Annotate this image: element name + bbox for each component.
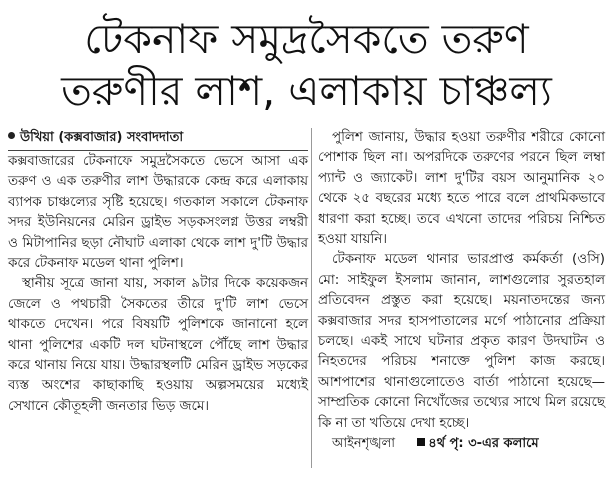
square-bullet-icon <box>417 438 425 446</box>
article-column-left <box>8 128 308 417</box>
headline-line-1: টেকনাফ সমুদ্রসৈকতে তরুণ <box>84 15 529 63</box>
paragraph-3: পুলিশ জানায়, উদ্ধার হওয়া তরুণীর শরীরে কোনো পোশাক ছিল না। অপরদিকে তরুণের পরনে ছিল লম্বা প্যান্ট ও জ্যাকেট। লাশ দু'টির বয়স আনুমানিক ২০ থেকে ২৫ বছরের মধ্যে হতে পারে বলে প্রাথমিকভাবে ধারণা করা হচ্ছে। তবে এখনো তাদের পরিচয় নিশ্চিত হওয়া যায়নি। <box>318 130 605 248</box>
paragraph-2: স্থানীয় সূত্রে জানা যায়, সকাল ৯টার দিকে কয়েকজন জেলে ও পথচারী সৈকতের তীরে দু'টি লাশ ভেসে থাকতে দেখেন। পরে বিষয়টি পুলিশকে জানানো হলে থানা পুলিশের একটি দল ঘটনাস্থলে পৌঁছে লাশ উদ্ধার করে থানায় নিয়ে যায়। উদ্ধারস্থলটি মেরিন ড্রাইভ সড়কের ব্যস্ত অংশের কাছাকাছি হওয়ায় অল্পসময়ের মধ্যেই সেখানে কৌতূহলী জনতার ভিড় জমে। <box>8 276 308 414</box>
column-divider <box>311 128 312 468</box>
byline <box>8 128 308 148</box>
byline-text: উখিয়া (কক্সবাজার) সংবাদদাতা <box>20 130 184 145</box>
bullet-icon <box>8 132 15 139</box>
byline-rule <box>8 150 308 151</box>
article-column-right <box>318 128 605 454</box>
continuation-line <box>318 434 605 454</box>
paragraph-1: কক্সবাজারের টেকনাফে সমুদ্রসৈকতে ভেসে আসা এক তরুণ ও এক তরুণীর লাশ উদ্ধারকে কেন্দ্র করে এলাকায় ব্যাপক চাঞ্চল্যের সৃষ্টি হয়েছে। গতকাল সকালে টেকনাফ সদর ইউনিয়নের মেরিন ড্রাইভ সড়কসংলগ্ন উত্তর লম্বরী ও মিটাপানির ছড়া নৌঘাট এলাকা থেকে লাশ দু'টি উদ্ধার করে টেকনাফ মডেল থানা পুলিশ। <box>8 154 308 272</box>
paragraph-4: টেকনাফ মডেল থানার ভারপ্রাপ্ত কর্মকর্তা (ওসি) মো: সাইফুল ইসলাম জানান, লাশগুলোর সুরতহাল প্রতিবেদন প্রস্তুত করা হয়েছে। ময়নাতদন্তের জন্য কক্সবাজার সদর হাসপাতালের মর্গে পাঠানোর প্রক্রিয়া চলছে। একই সাথে ঘটনার প্রকৃত কারণ উদঘাটন ও নিহতদের পরিচয় শনাক্তে পুলিশ কাজ করছে। আশপাশের থানাগুলোতেও বার্তা পাঠানো হয়েছে— সাম্প্রতিক কোনো নিখোঁজের তথ্যের সাথে মিল রয়েছে কি না তা খতিয়ে দেখা হচ্ছে। <box>318 252 605 431</box>
continued-on: ৪র্থ পৃ: ৩-এর কলামে <box>428 436 539 452</box>
section-label: আইনশৃঙ্খলা <box>332 436 396 452</box>
headline-line-2: তরুণীর লাশ, এলাকায় চাঞ্চল্য <box>61 67 552 115</box>
